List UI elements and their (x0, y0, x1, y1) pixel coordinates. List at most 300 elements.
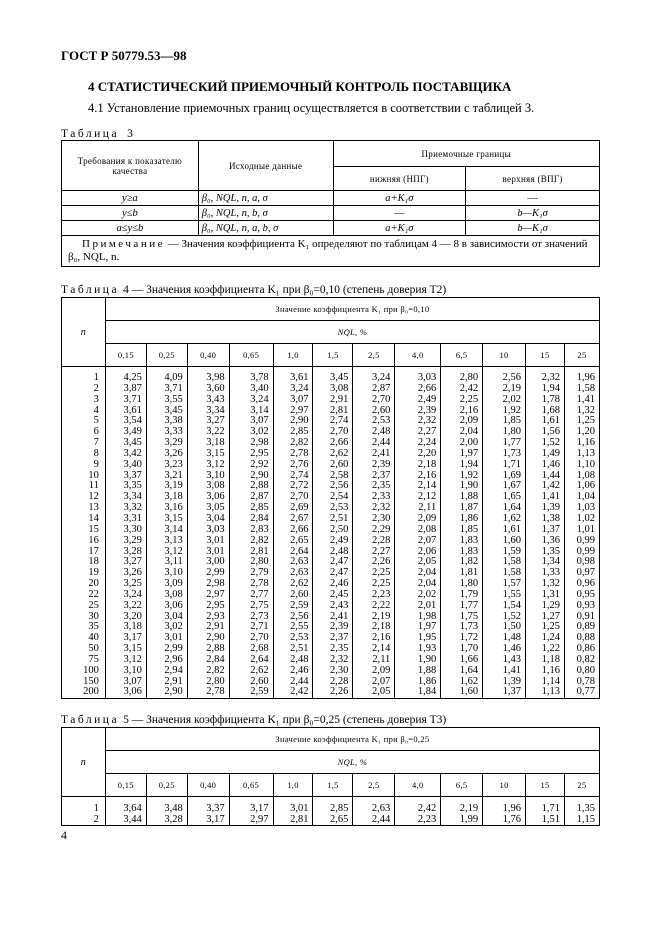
value-cell: 3,55 (146, 395, 187, 406)
value-cell: 3,26 (146, 449, 187, 460)
row-n-cell: 10 (62, 471, 106, 482)
value-cell: 3,71 (105, 395, 146, 406)
value-cell: 2,16 (395, 471, 441, 482)
value-cell: 2,28 (313, 677, 353, 688)
value-cell: 3,61 (273, 367, 313, 384)
value-cell: 2,30 (353, 514, 395, 525)
t3-col-lower: нижняя (НПГ) (333, 167, 466, 191)
value-cell: 1,81 (441, 568, 483, 579)
value-cell: 2,26 (313, 687, 353, 698)
value-cell: 3,15 (187, 449, 229, 460)
value-cell: 2,25 (353, 579, 395, 590)
t3-cell: y≤b (62, 206, 199, 221)
value-cell: 2,48 (273, 655, 313, 666)
t3-cell: b—K₁σ (466, 221, 600, 236)
value-cell: 2,63 (273, 557, 313, 568)
value-cell: 3,34 (187, 406, 229, 417)
t3-note (62, 236, 600, 267)
t3-col-input: Исходные данные (198, 141, 333, 191)
value-cell: 2,09 (441, 416, 483, 427)
value-cell: 1,37 (526, 525, 565, 536)
value-cell: 3,37 (187, 797, 229, 815)
table-row (62, 687, 600, 698)
row-n-cell: 12 (62, 492, 106, 503)
table-row (62, 601, 600, 612)
nql-header-cell: 25 (564, 344, 599, 367)
value-cell: 1,13 (526, 687, 565, 698)
value-cell: 2,46 (273, 666, 313, 677)
table-row (62, 191, 600, 206)
value-cell: 1,14 (526, 677, 565, 688)
value-cell: 2,58 (313, 471, 353, 482)
value-cell: 3,20 (105, 612, 146, 623)
value-cell: 2,56 (313, 481, 353, 492)
value-cell: 3,48 (146, 797, 187, 815)
value-cell: 2,76 (273, 460, 313, 471)
value-cell: 1,70 (441, 644, 483, 655)
value-cell: 1,41 (483, 666, 526, 677)
value-cell: 2,44 (273, 677, 313, 688)
value-cell: 2,95 (187, 601, 229, 612)
value-cell: 4,09 (146, 367, 187, 384)
value-cell: 1,61 (483, 525, 526, 536)
value-cell: 3,17 (229, 797, 273, 815)
value-cell: 0,89 (564, 622, 599, 633)
value-cell: 2,85 (229, 503, 273, 514)
value-cell: 2,63 (273, 568, 313, 579)
value-cell: 1,20 (564, 427, 599, 438)
value-cell: 2,26 (353, 557, 395, 568)
value-cell: 1,88 (395, 666, 441, 677)
row-n-cell: 8 (62, 449, 106, 460)
value-cell: 2,53 (273, 633, 313, 644)
t3-note-text: — Значения коэффициента K₁ определяют по таблицам 4 — 8 в зависимости от значений β₀, NQL, n. (68, 238, 588, 263)
value-cell: 3,38 (146, 416, 187, 427)
value-cell: 3,01 (187, 536, 229, 547)
value-cell: 0,99 (564, 547, 599, 558)
value-cell: 1,65 (483, 492, 526, 503)
value-cell: 3,49 (105, 427, 146, 438)
row-n-cell: 11 (62, 481, 106, 492)
row-n-cell: 100 (62, 666, 106, 677)
value-cell: 2,87 (353, 384, 395, 395)
value-cell: 1,35 (526, 547, 565, 558)
value-cell: 2,80 (187, 677, 229, 688)
value-cell: 3,29 (105, 536, 146, 547)
value-cell: 1,39 (526, 503, 565, 514)
value-cell: 2,42 (441, 384, 483, 395)
value-cell: 3,12 (105, 655, 146, 666)
value-cell: 2,64 (273, 547, 313, 558)
value-cell: 1,35 (564, 797, 599, 815)
value-cell: 2,51 (313, 514, 353, 525)
value-cell: 3,17 (187, 814, 229, 826)
value-cell: 1,33 (526, 568, 565, 579)
row-n-cell: 200 (62, 687, 106, 698)
value-cell: 3,30 (105, 525, 146, 536)
row-n-cell: 2 (62, 384, 106, 395)
value-cell: 2,32 (395, 416, 441, 427)
value-cell: 1,87 (441, 503, 483, 514)
value-cell: 3,09 (146, 579, 187, 590)
value-cell: 3,61 (105, 406, 146, 417)
value-cell: 1,94 (526, 384, 565, 395)
value-cell: 2,70 (313, 427, 353, 438)
row-n-cell: 13 (62, 503, 106, 514)
value-cell: 2,90 (146, 687, 187, 698)
value-cell: 1,46 (483, 644, 526, 655)
value-cell: 1,93 (395, 644, 441, 655)
value-cell: 0,93 (564, 601, 599, 612)
value-cell: 1,79 (441, 590, 483, 601)
value-cell: 1,96 (483, 797, 526, 815)
t3-cell: — (333, 206, 466, 221)
value-cell: 3,24 (353, 367, 395, 384)
row-n-cell: 5 (62, 416, 106, 427)
value-cell: 3,78 (229, 367, 273, 384)
value-cell: 2,39 (395, 406, 441, 417)
value-cell: 1,22 (526, 644, 565, 655)
value-cell: 1,31 (526, 590, 565, 601)
value-cell: 2,02 (483, 395, 526, 406)
value-cell: 2,19 (441, 797, 483, 815)
value-cell: 1,56 (526, 427, 565, 438)
value-cell: 2,18 (353, 622, 395, 633)
value-cell: 2,00 (441, 438, 483, 449)
value-cell: 2,32 (353, 503, 395, 514)
value-cell: 1,64 (441, 666, 483, 677)
value-cell: 1,25 (526, 622, 565, 633)
value-cell: 1,86 (395, 677, 441, 688)
table4-caption-text: 4 — Значения коэффициента K₁ при β₀=0,10 (степень доверия Т2) (123, 284, 447, 296)
value-cell: 2,65 (273, 536, 313, 547)
value-cell: 4,25 (105, 367, 146, 384)
value-cell: 0,91 (564, 612, 599, 623)
value-cell: 1,34 (526, 557, 565, 568)
value-cell: 2,23 (353, 590, 395, 601)
t3-col-req: Требования к показателю качества (62, 141, 199, 191)
value-cell: 3,37 (105, 471, 146, 482)
value-cell: 1,27 (526, 612, 565, 623)
value-cell: 3,71 (146, 384, 187, 395)
value-cell: 2,48 (313, 547, 353, 558)
row-n-cell: 35 (62, 622, 106, 633)
value-cell: 1,94 (441, 460, 483, 471)
t3-col-limits: Приемочные границы (333, 141, 599, 167)
value-cell: 2,23 (395, 814, 441, 826)
value-cell: 2,60 (229, 677, 273, 688)
value-cell: 2,44 (353, 438, 395, 449)
value-cell: 2,53 (353, 416, 395, 427)
value-cell: 1,60 (441, 687, 483, 698)
value-cell: 1,58 (483, 568, 526, 579)
page-number: 4 (61, 828, 67, 842)
row-n-cell: 40 (62, 633, 106, 644)
value-cell: 2,04 (395, 568, 441, 579)
t3-cell: b—K₁σ (466, 206, 600, 221)
value-cell: 3,08 (146, 590, 187, 601)
value-cell: 3,15 (146, 514, 187, 525)
t5-col-n: n (62, 728, 106, 797)
value-cell: 1,73 (441, 622, 483, 633)
value-cell: 1,58 (564, 384, 599, 395)
value-cell: 2,72 (273, 481, 313, 492)
row-n-cell: 150 (62, 677, 106, 688)
value-cell: 3,45 (146, 406, 187, 417)
value-cell: 3,21 (146, 471, 187, 482)
value-cell: 2,97 (229, 814, 273, 826)
value-cell: 2,49 (313, 536, 353, 547)
nql-header-cell: 10 (483, 344, 526, 367)
row-n-cell: 18 (62, 557, 106, 568)
value-cell: 2,63 (353, 797, 395, 815)
value-cell: 3,28 (105, 547, 146, 558)
value-cell: 1,55 (483, 590, 526, 601)
table-row (62, 395, 600, 406)
value-cell: 1,97 (441, 449, 483, 460)
table-row (62, 797, 600, 815)
value-cell: 3,45 (313, 367, 353, 384)
value-cell: 1,25 (564, 416, 599, 427)
value-cell: 2,98 (229, 438, 273, 449)
value-cell: 2,98 (187, 579, 229, 590)
value-cell: 2,99 (187, 568, 229, 579)
value-cell: 3,43 (187, 395, 229, 406)
value-cell: 1,98 (395, 612, 441, 623)
value-cell: 2,41 (313, 612, 353, 623)
value-cell: 2,49 (395, 395, 441, 406)
value-cell: 1,08 (564, 471, 599, 482)
value-cell: 1,66 (441, 655, 483, 666)
value-cell: 2,85 (273, 427, 313, 438)
value-cell: 2,83 (229, 525, 273, 536)
row-n-cell: 2 (62, 814, 106, 826)
t3-col-upper: верхняя (ВПГ) (466, 167, 600, 191)
table-row (62, 367, 600, 384)
value-cell: 3,04 (146, 612, 187, 623)
table-row (62, 221, 600, 236)
value-cell: 2,84 (187, 655, 229, 666)
value-cell: 2,08 (395, 525, 441, 536)
value-cell: 3,22 (105, 601, 146, 612)
value-cell: 2,97 (273, 406, 313, 417)
table3-caption-label: Таблица (61, 128, 120, 140)
value-cell: 2,69 (273, 503, 313, 514)
nql-header-cell: 0,25 (146, 344, 187, 367)
value-cell: 1,90 (395, 655, 441, 666)
value-cell: 2,70 (273, 492, 313, 503)
value-cell: 1,15 (564, 814, 599, 826)
value-cell: 2,80 (441, 367, 483, 384)
value-cell: 3,02 (229, 427, 273, 438)
paragraph-4-1: 4.1 Установление приемочных границ осуществляется в соответствии с таблицей 3. (88, 101, 535, 115)
value-cell: 1,32 (564, 406, 599, 417)
value-cell: 2,44 (353, 814, 395, 826)
value-cell: 3,03 (395, 367, 441, 384)
value-cell: 2,62 (229, 666, 273, 677)
value-cell: 1,75 (441, 612, 483, 623)
value-cell: 1,44 (526, 471, 565, 482)
value-cell: 1,85 (441, 525, 483, 536)
value-cell: 2,62 (273, 579, 313, 590)
value-cell: 3,64 (105, 797, 146, 815)
value-cell: 3,00 (187, 557, 229, 568)
value-cell: 1,78 (526, 395, 565, 406)
table5 (61, 727, 600, 826)
value-cell: 2,67 (273, 514, 313, 525)
value-cell: 1,16 (564, 438, 599, 449)
value-cell: 1,57 (483, 579, 526, 590)
value-cell: 2,68 (229, 644, 273, 655)
value-cell: 2,19 (483, 384, 526, 395)
value-cell: 3,14 (229, 406, 273, 417)
value-cell: 3,42 (105, 449, 146, 460)
value-cell: 3,34 (105, 492, 146, 503)
value-cell: 2,45 (313, 590, 353, 601)
t3-cell: β₀, NQL, n, b, σ (198, 206, 333, 221)
value-cell: 3,40 (105, 460, 146, 471)
value-cell: 2,55 (273, 622, 313, 633)
value-cell: 2,56 (483, 367, 526, 384)
value-cell: 1,54 (483, 601, 526, 612)
t3-cell: β₀, NQL, n, a, b, σ (198, 221, 333, 236)
value-cell: 3,60 (187, 384, 229, 395)
value-cell: 2,11 (353, 655, 395, 666)
value-cell: 1,43 (483, 655, 526, 666)
value-cell: 2,62 (313, 449, 353, 460)
nql-header-cell: 0,15 (105, 344, 146, 367)
nql-header-cell: 1,5 (313, 774, 353, 797)
row-n-cell: 16 (62, 536, 106, 547)
value-cell: 2,16 (441, 406, 483, 417)
value-cell: 1,96 (564, 367, 599, 384)
value-cell: 2,25 (441, 395, 483, 406)
value-cell: 3,45 (105, 438, 146, 449)
value-cell: 2,14 (395, 481, 441, 492)
value-cell: 0,96 (564, 579, 599, 590)
value-cell: 3,98 (187, 367, 229, 384)
table4-caption-label: Таблица (61, 284, 120, 296)
value-cell: 3,06 (105, 687, 146, 698)
value-cell: 3,06 (187, 492, 229, 503)
table4 (61, 297, 600, 699)
value-cell: 2,82 (187, 666, 229, 677)
value-cell: 1,29 (526, 601, 565, 612)
value-cell: 1,10 (564, 460, 599, 471)
value-cell: 1,01 (564, 525, 599, 536)
value-cell: 2,11 (395, 503, 441, 514)
value-cell: 2,91 (313, 395, 353, 406)
value-cell: 3,01 (187, 547, 229, 558)
value-cell: 1,77 (483, 438, 526, 449)
value-cell: 2,70 (229, 633, 273, 644)
row-n-cell: 9 (62, 460, 106, 471)
value-cell: 1,06 (564, 481, 599, 492)
value-cell: 3,08 (313, 384, 353, 395)
value-cell: 1,58 (483, 557, 526, 568)
value-cell: 2,14 (353, 644, 395, 655)
value-cell: 1,48 (483, 633, 526, 644)
value-cell: 1,42 (526, 481, 565, 492)
nql-header-cell: 2,5 (353, 774, 395, 797)
value-cell: 2,66 (313, 438, 353, 449)
value-cell: 2,29 (353, 525, 395, 536)
value-cell: 3,12 (146, 547, 187, 558)
value-cell: 2,81 (229, 547, 273, 558)
value-cell: 2,27 (395, 427, 441, 438)
value-cell: 2,99 (146, 644, 187, 655)
nql-header-cell: 0,40 (187, 344, 229, 367)
value-cell: 2,88 (187, 644, 229, 655)
value-cell: 1,68 (526, 406, 565, 417)
value-cell: 2,09 (353, 666, 395, 677)
nql-header-cell: 2,5 (353, 344, 395, 367)
row-n-cell: 30 (62, 612, 106, 623)
value-cell: 1,60 (483, 536, 526, 547)
value-cell: 1,67 (483, 481, 526, 492)
value-cell: 1,69 (483, 471, 526, 482)
value-cell: 2,19 (353, 612, 395, 623)
value-cell: 2,27 (353, 547, 395, 558)
value-cell: 2,97 (187, 590, 229, 601)
value-cell: 2,37 (313, 633, 353, 644)
t3-cell: a+K₁σ (333, 221, 466, 236)
row-n-cell: 50 (62, 644, 106, 655)
value-cell: 1,97 (395, 622, 441, 633)
row-n-cell: 75 (62, 655, 106, 666)
row-n-cell: 7 (62, 438, 106, 449)
table5-caption-text: 5 — Значения коэффициента K₁ при β₀=0,25 (степень доверия Т3) (123, 714, 447, 726)
value-cell: 1,71 (526, 797, 565, 815)
value-cell: 1,83 (441, 536, 483, 547)
value-cell: 3,10 (187, 471, 229, 482)
value-cell: 0,88 (564, 633, 599, 644)
value-cell: 3,87 (105, 384, 146, 395)
value-cell: 1,86 (441, 514, 483, 525)
t3-note-label: Примечание (82, 238, 165, 250)
value-cell: 1,76 (483, 814, 526, 826)
value-cell: 2,25 (353, 568, 395, 579)
value-cell: 2,66 (273, 525, 313, 536)
value-cell: 2,81 (273, 814, 313, 826)
row-n-cell: 1 (62, 367, 106, 384)
value-cell: 2,18 (395, 460, 441, 471)
row-n-cell: 22 (62, 590, 106, 601)
value-cell: 2,90 (229, 471, 273, 482)
value-cell: 3,33 (146, 427, 187, 438)
nql-header-cell: 1,0 (273, 774, 313, 797)
value-cell: 2,32 (313, 655, 353, 666)
table-row (62, 206, 600, 221)
table-row (62, 460, 600, 471)
value-cell: 1,95 (395, 633, 441, 644)
value-cell: 2,95 (229, 449, 273, 460)
value-cell: 2,50 (313, 525, 353, 536)
nql-header-cell: 6,5 (441, 774, 483, 797)
row-n-cell: 1 (62, 797, 106, 815)
row-n-cell: 15 (62, 525, 106, 536)
value-cell: 2,91 (146, 677, 187, 688)
row-n-cell: 14 (62, 514, 106, 525)
value-cell: 3,26 (105, 568, 146, 579)
t3-cell: — (466, 191, 600, 206)
value-cell: 3,13 (146, 536, 187, 547)
value-cell: 2,46 (313, 579, 353, 590)
row-n-cell: 19 (62, 568, 106, 579)
value-cell: 2,35 (353, 481, 395, 492)
value-cell: 2,04 (441, 427, 483, 438)
value-cell: 3,03 (187, 525, 229, 536)
